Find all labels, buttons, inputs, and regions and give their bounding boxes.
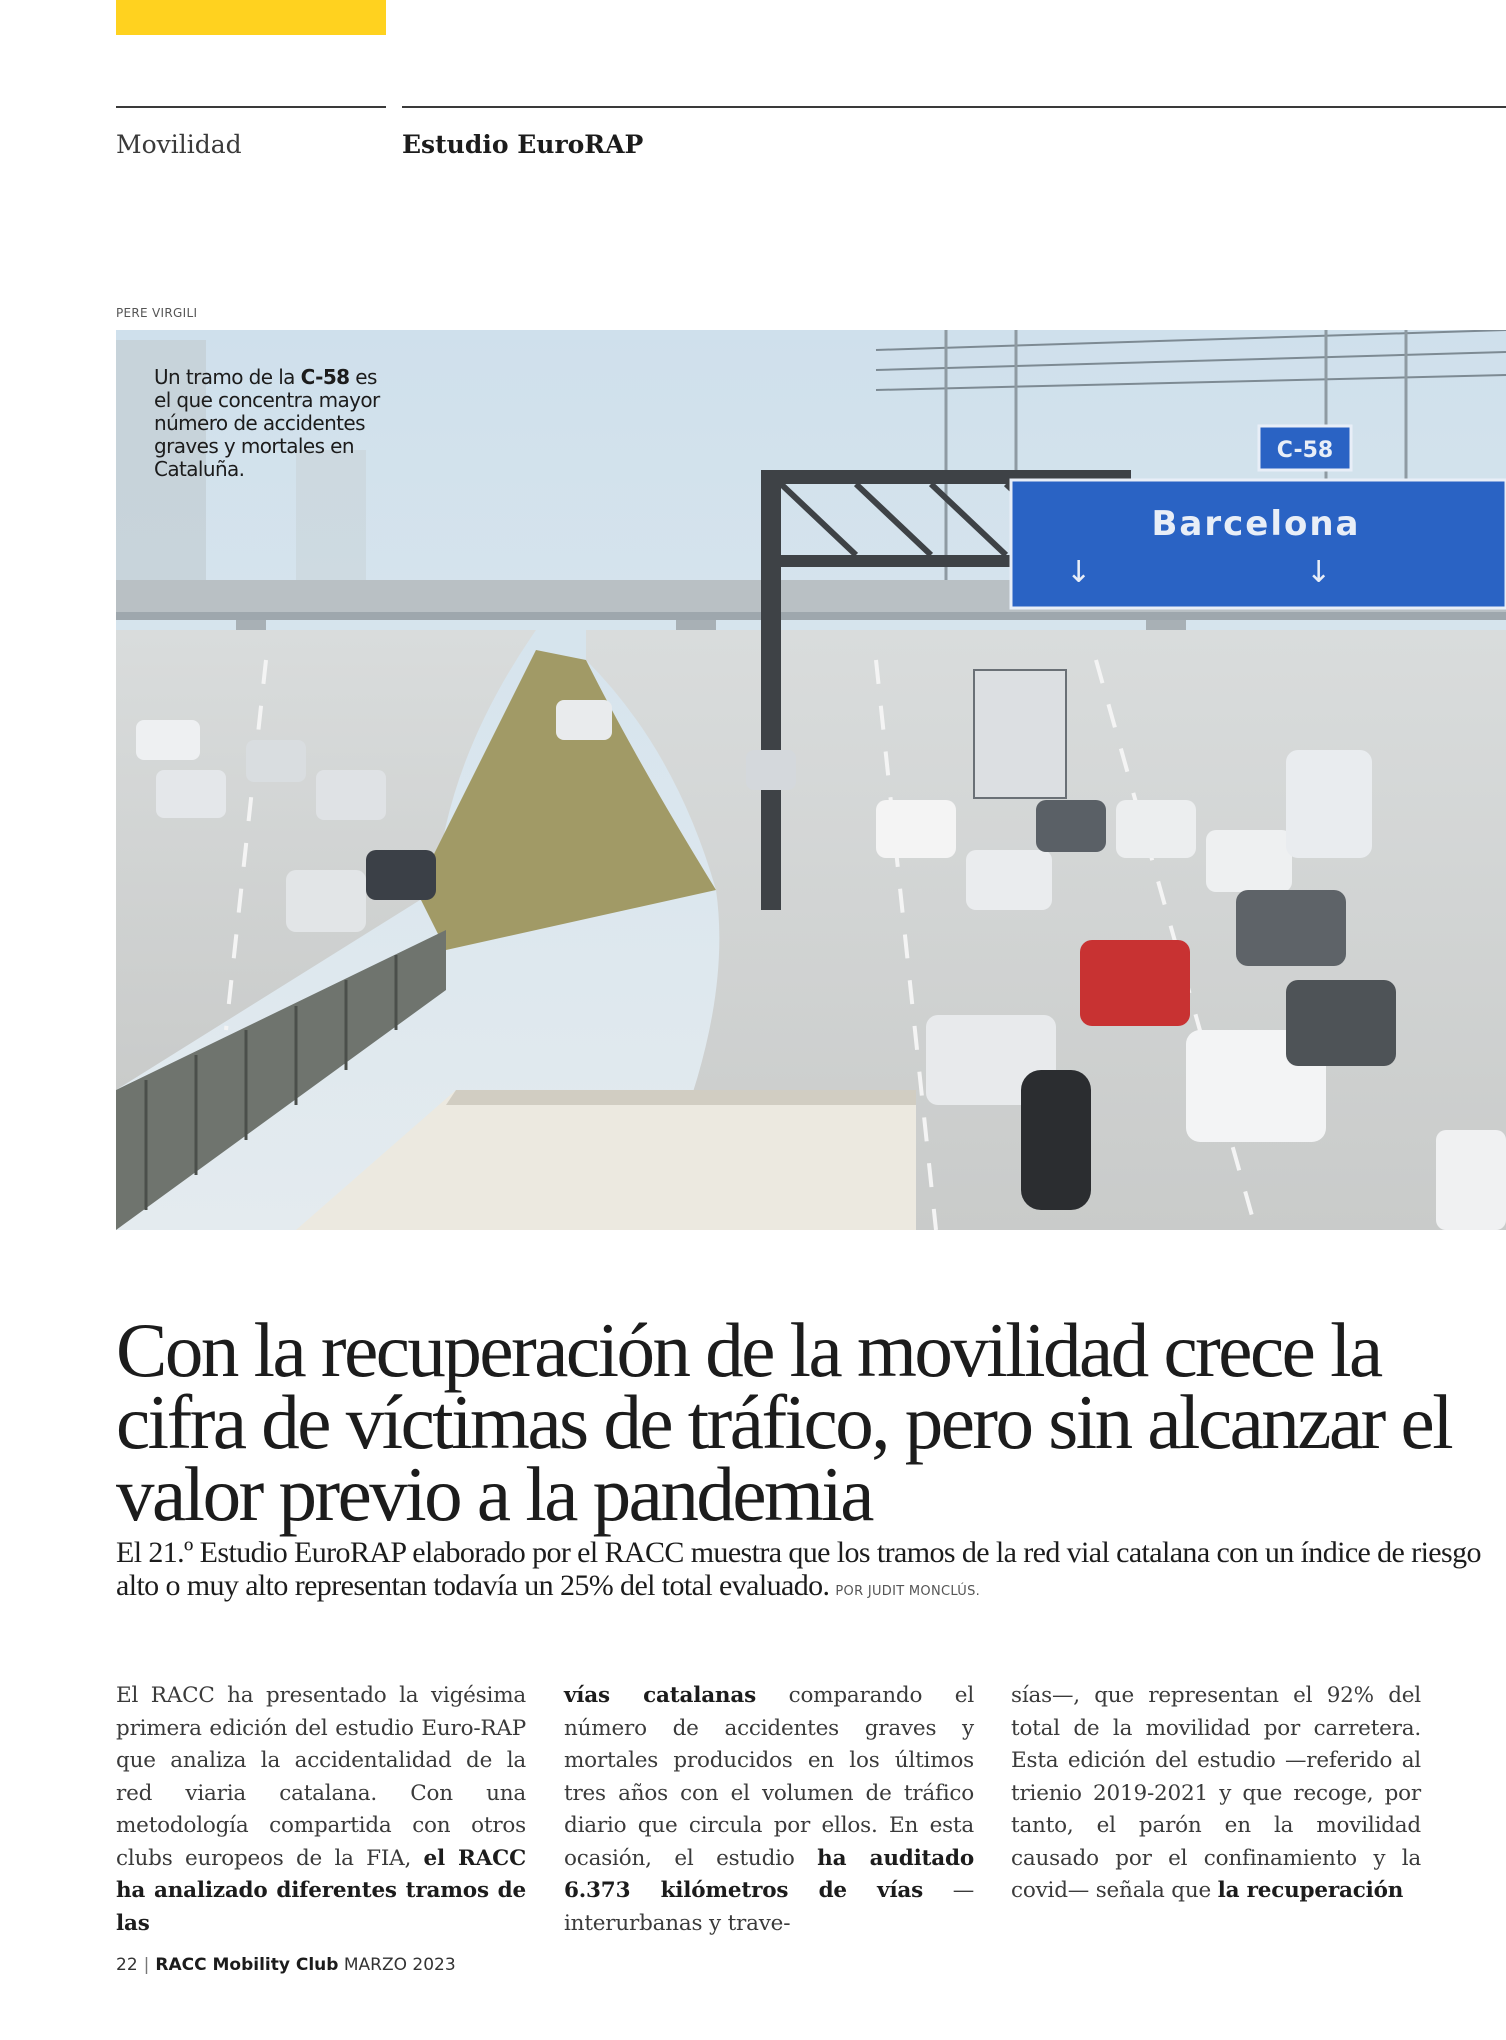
sign-destination: Barcelona [1151,504,1361,544]
photo-caption: Un tramo de la C-58 es el que concentra mayor número de accidentes graves y mortales en Cataluña. [154,365,380,481]
caption-highlight: C-58 [300,365,350,389]
section-color-tab [116,0,386,35]
footer-separator: | [143,1955,150,1975]
byline: POR JUDIT MONCLÚS. [835,1584,981,1599]
issue-date: MARZO 2023 [343,1955,456,1975]
page-footer [116,1955,456,1975]
down-arrow-icon: ↓ [1306,555,1332,590]
body-column-1: El RACC ha presentado la vigésima primera edición del estudio Euro-RAP que analiza la accidentalidad de la red viaria catalana. Con una metodología compartida con otros clubs europeos de la FIA, el RACC ha analizado diferentes tramos de las [116,1683,526,1936]
photo-credit: PERE VIRGILI [116,306,198,320]
body-column-2: vías catalanas comparando el número de accidentes graves y mortales producidos en los últimos tres años con el volumen de tráfico diario que circula por ellos. En esta ocasión, el estudio ha auditado 6.373 kilómetros de vías —interurbanas y trave- [564,1683,975,1936]
page-number: 22 [116,1955,138,1975]
section-label: Movilidad [116,130,242,159]
topic-label: Estudio EuroRAP [402,130,644,159]
headline: Con la recuperación de la movilidad crece la cifra de víctimas de tráfico, pero sin alcanzar el valor previo a la pandemia [116,1307,1452,1537]
body-column-3: sías—, que representan el 92% del total de la movilidad por carretera. Esta edición del estudio —referido al trienio 2019-2021 y que recoge, por tanto, el parón en la movilidad causado por el confinamiento y la covid— señala que la recuperación [1011,1683,1421,1903]
header-rule-left [116,106,386,108]
header-rule-right [402,106,1506,108]
down-arrow-icon: ↓ [1066,555,1092,590]
route-badge: C-58 [1276,438,1334,463]
lede: El 21.º Estudio EuroRAP elaborado por el RACC muestra que los tramos de la red vial catalana con un índice de riesgo alto o muy alto representan todavía un 25% del total evaluado. POR JUDIT MONCLÚS. [116,1536,1481,1602]
magazine-name: RACC Mobility Club [155,1955,339,1975]
